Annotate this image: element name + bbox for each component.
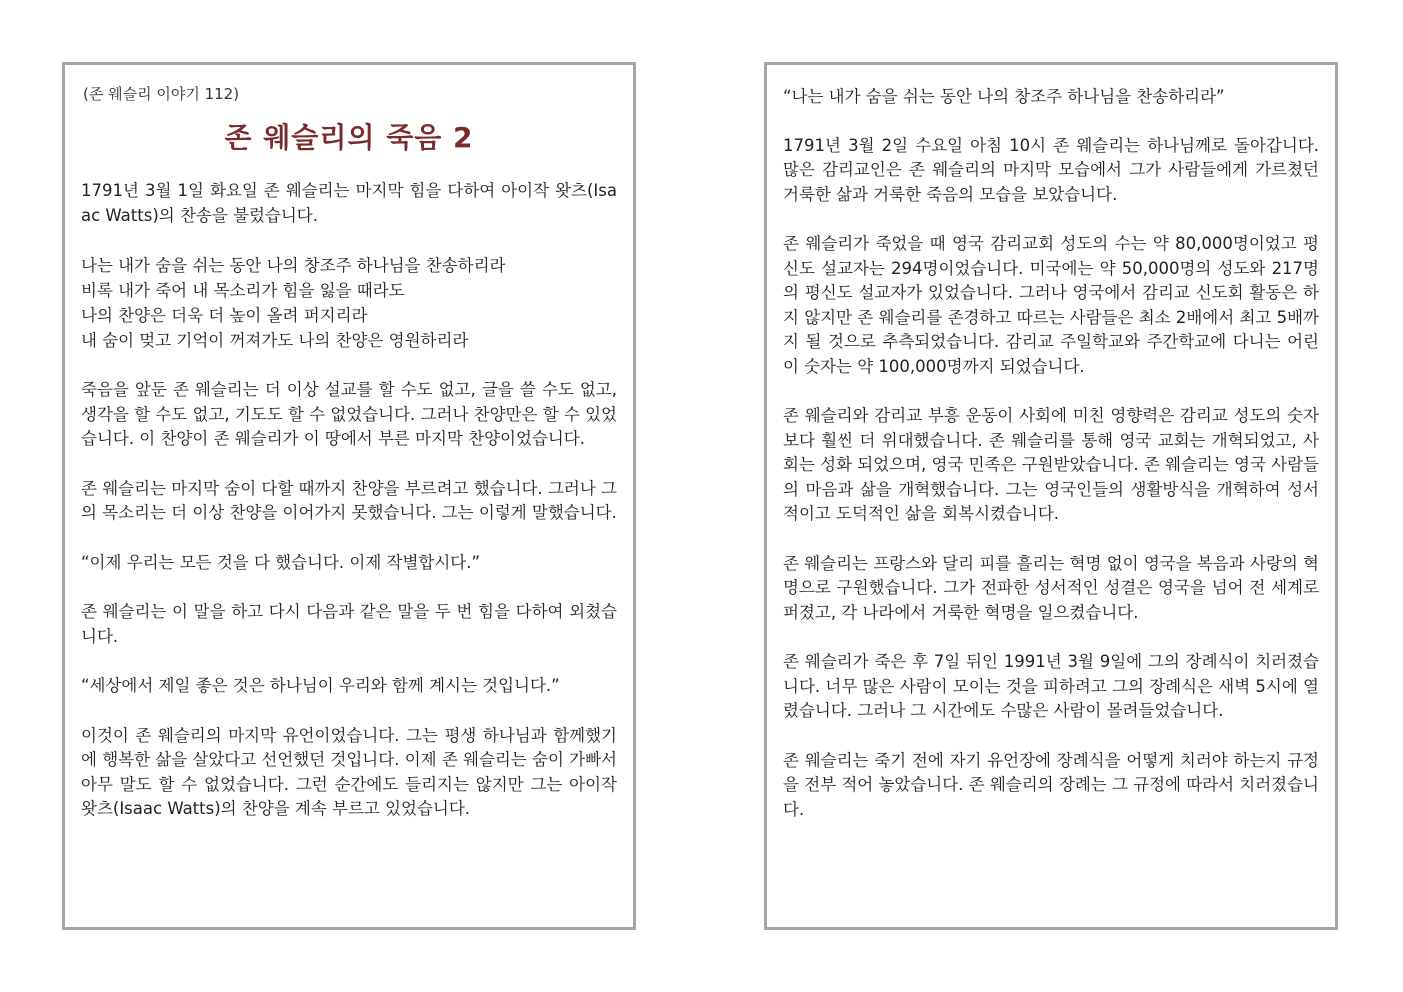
paragraph-4: 존 웨슬리는 이 말을 하고 다시 다음과 같은 말을 두 번 힘을 다하여 외쳤습니다. (81, 602, 617, 646)
paragraph-5: 이것이 존 웨슬리의 마지막 유언이었습니다. 그는 평생 하나님과 함께했기에 행복한 삶을 살았다고 선언했던 것입니다. 이제 존 웨슬리는 숨이 가빠서 아무 말도 할 수 없었습니다. 그런 순간에도 들리지는 않지만 그는 아이작 왓츠(Isaac Watts)의 찬양을 계속 부르고 있었습니다. (81, 725, 617, 818)
paragraph-2: 죽음을 앞둔 존 웨슬리는 더 이상 설교를 할 수도 없고, 글을 쓸 수도 없고, 생각을 할 수도 없고, 기도도 할 수 없었습니다. 그러나 찬양만은 할 수 있었습니다. 이 찬양이 존 웨슬리가 이 땅에서 부른 마지막 찬양이었습니다. (81, 380, 617, 448)
hymn-line-2: 비록 내가 죽어 내 목소리가 힘을 잃을 때라도 (81, 281, 405, 300)
quote-2: “세상에서 제일 좋은 것은 하나님이 우리와 함께 계시는 것입니다.” (81, 676, 560, 695)
paragraph-will: 존 웨슬리는 죽기 전에 자기 유언장에 장례식을 어떻게 치러야 하는지 규정을 전부 적어 놓았습니다. 존 웨슬리의 장례는 그 규정에 따라서 치러졌습니다. (783, 750, 1319, 819)
paragraph-3: 존 웨슬리는 마지막 숨이 다할 때까지 찬양을 부르려고 했습니다. 그러나 그의 목소리는 더 이상 찬양을 이어가지 못했습니다. 그는 이렇게 말했습니다. (81, 478, 617, 522)
hymn-verse (81, 253, 617, 353)
page-title: 존 웨슬리의 죽음 2 (224, 121, 474, 154)
hymn-line-1: 나는 내가 숨을 쉬는 동안 나의 창조주 하나님을 찬송하리라 (81, 256, 506, 275)
paragraph-membership: 존 웨슬리가 죽었을 때 영국 감리교회 성도의 수는 약 80,000명이었고 평신도 설교자는 294명이었습니다. 미국에는 약 50,000명의 성도와 217명의 평신도 설교자가 있었습니다. 그러나 영국에서 감리교 신도회 활동은 하지 않지만 존 웨슬리를 존경하고 따르는 사람들은 최소 2배에서 최고 5배까지 될 것으로 추측되었습니다. 감리교 주일학교와 주간학교에 다니는 어린이 숫자는 약 100,000명까지 되었습니다. (783, 234, 1319, 376)
quote-hymn: “나는 내가 숨을 쉬는 동안 나의 창조주 하나님을 찬송하리라” (783, 87, 1225, 106)
paragraph-influence: 존 웨슬리와 감리교 부흥 운동이 사회에 미친 영향력은 감리교 성도의 숫자보다 훨씬 더 위대했습니다. 존 웨슬리를 통해 영국 교회는 개혁되었고, 사회는 성화 되었으며, 영국 민족은 구원받았습니다. 존 웨슬리는 영국 사람들의 마음과 삶을 개혁했습니다. 그는 영국인들의 생활방식을 개혁하여 성서적이고 도덕적인 삶을 회복시켰습니다. (783, 406, 1319, 523)
paragraph-death: 1791년 3월 2일 수요일 아침 10시 존 웨슬리는 하나님께로 돌아갑니다. 많은 감리교인은 존 웨슬리의 마지막 모습에서 그가 사람들에게 가르쳤던 거룩한 삶과 거룩한 죽음의 모습을 보았습니다. (783, 135, 1319, 204)
left-page (62, 62, 636, 930)
paragraph-revolution: 존 웨슬리는 프랑스와 달리 피를 흘리는 혁명 없이 영국을 복음과 사랑의 혁명으로 구원했습니다. 그가 전파한 성서적인 성결은 영국을 넘어 전 세계로 퍼졌고, 각 나라에서 거룩한 혁명을 일으켰습니다. (783, 553, 1319, 622)
hymn-line-3: 나의 찬양은 더욱 더 높이 올려 퍼지리라 (81, 306, 368, 325)
series-label: (존 웨슬리 이야기 112) (83, 85, 240, 103)
paragraph-funeral: 존 웨슬리가 죽은 후 7일 뒤인 1991년 3월 9일에 그의 장례식이 치러졌습니다. 너무 많은 사람이 모이는 것을 피하려고 그의 장례식은 새벽 5시에 열렸습니다. 그러나 그 시간에도 수많은 사람이 몰려들었습니다. (783, 652, 1319, 720)
right-page (764, 62, 1338, 930)
hymn-line-4: 내 숨이 멎고 기억이 꺼져가도 나의 찬양은 영원하리라 (81, 331, 469, 350)
quote-1: “이제 우리는 모든 것을 다 했습니다. 이제 작별합시다.” (81, 552, 481, 572)
paragraph-1: 1791년 3월 1일 화요일 존 웨슬리는 마지막 힘을 다하여 아이작 왓츠(Isaac Watts)의 찬송을 불렀습니다. (81, 181, 617, 225)
